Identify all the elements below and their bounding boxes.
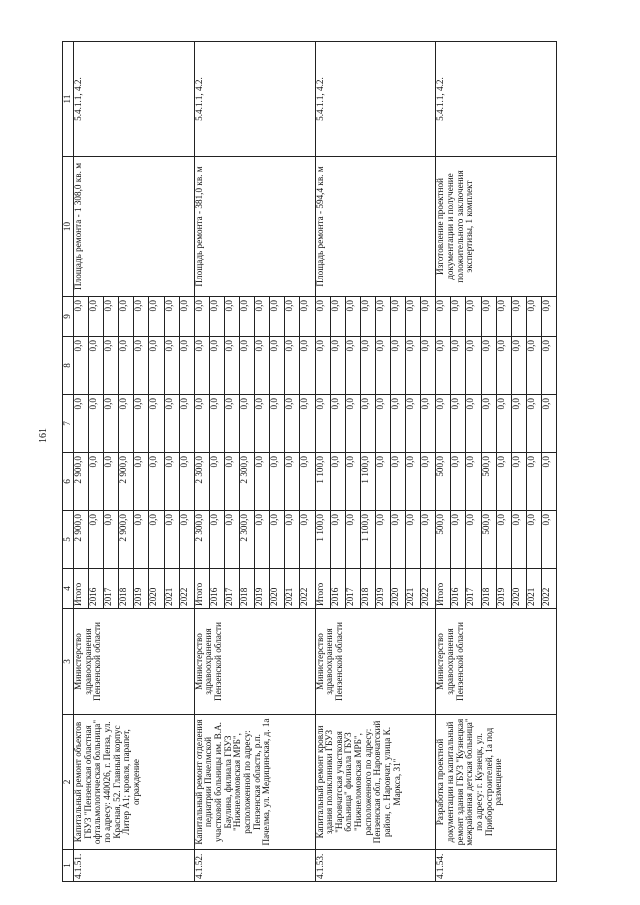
- value-cell: 0,0: [255, 511, 270, 569]
- value-cell: 0,0: [209, 511, 224, 569]
- value-cell: 0,0: [89, 395, 104, 453]
- value-cell: 0,0: [451, 511, 466, 569]
- value-cell: 0,0: [421, 395, 436, 453]
- value-cell: 0,0: [315, 337, 330, 395]
- value-cell: 0,0: [421, 453, 436, 511]
- value-cell: 0,0: [345, 297, 360, 337]
- value-cell: 0,0: [360, 297, 375, 337]
- measure-name: Капитальный ремонт объектов ГБУЗ "Пензенская областная офтальмологическая больница" по адресу: 440026, г. Пенза, ул. Красная, 52. Главный корпус Литер А1; кровля, парапет, ограждение: [74, 715, 195, 850]
- value-cell: 0,0: [255, 337, 270, 395]
- value-cell: 0,0: [511, 453, 526, 511]
- value-cell: 0,0: [240, 337, 255, 395]
- year-cell: 2021: [526, 569, 541, 609]
- value-cell: 0,0: [541, 395, 556, 453]
- value-cell: 1 100,0: [315, 453, 330, 511]
- year-cell: Итого: [194, 569, 209, 609]
- value-cell: 0,0: [406, 511, 421, 569]
- table-row: [74, 42, 89, 882]
- value-cell: 1 100,0: [360, 511, 375, 569]
- value-cell: 0,0: [285, 453, 300, 511]
- value-cell: 0,0: [255, 297, 270, 337]
- value-cell: 0,0: [330, 297, 345, 337]
- value-cell: 0,0: [511, 511, 526, 569]
- value-cell: 500,0: [481, 511, 496, 569]
- value-cell: 0,0: [285, 337, 300, 395]
- value-cell: 0,0: [541, 297, 556, 337]
- measure-name: Капитальный ремонт кровли здания поликлиники ГБУЗ "Наровчатская участковая больница" филиала ГБУЗ "Нижнеломовская МРБ", расположенного по адресу: Пензенская обл., Наровчатский район, с. Наровчат, улица К. Маркса, 31": [315, 715, 436, 850]
- value-cell: 0,0: [345, 395, 360, 453]
- value-cell: 0,0: [164, 511, 179, 569]
- value-cell: 0,0: [209, 453, 224, 511]
- value-cell: 0,0: [421, 511, 436, 569]
- value-cell: 0,0: [300, 511, 315, 569]
- value-cell: 0,0: [436, 297, 451, 337]
- value-cell: 2 900,0: [119, 453, 134, 511]
- responsible-executor: Министерство здравоохранения Пензенской области: [315, 609, 436, 715]
- year-cell: 2016: [209, 569, 224, 609]
- value-cell: 0,0: [149, 453, 164, 511]
- value-cell: 0,0: [134, 297, 149, 337]
- value-cell: 0,0: [89, 337, 104, 395]
- value-cell: 2 900,0: [74, 453, 89, 511]
- value-cell: 0,0: [224, 337, 239, 395]
- col-header: 5: [63, 511, 74, 569]
- value-cell: 0,0: [390, 453, 405, 511]
- responsible-executor: Министерство здравоохранения Пензенской области: [194, 609, 315, 715]
- value-cell: 0,0: [270, 337, 285, 395]
- value-cell: 0,0: [345, 337, 360, 395]
- value-cell: 0,0: [179, 453, 194, 511]
- value-cell: 0,0: [360, 337, 375, 395]
- value-cell: 0,0: [421, 297, 436, 337]
- value-cell: 0,0: [119, 337, 134, 395]
- value-cell: 0,0: [164, 453, 179, 511]
- value-cell: 0,0: [164, 337, 179, 395]
- col-header: 11: [63, 42, 74, 157]
- value-cell: 0,0: [134, 511, 149, 569]
- value-cell: 0,0: [224, 297, 239, 337]
- page-number: 161: [38, 428, 49, 443]
- value-cell: 0,0: [149, 511, 164, 569]
- value-cell: 0,0: [526, 511, 541, 569]
- row-id: 4.1.53.: [315, 850, 436, 882]
- value-cell: 0,0: [451, 453, 466, 511]
- value-cell: 0,0: [315, 297, 330, 337]
- expected-result: Площадь ремонта - 594,4 кв. м: [315, 157, 436, 297]
- value-cell: 0,0: [451, 395, 466, 453]
- value-cell: 2 300,0: [194, 511, 209, 569]
- value-cell: 0,0: [149, 337, 164, 395]
- col-header: 7: [63, 395, 74, 453]
- value-cell: 0,0: [511, 337, 526, 395]
- value-cell: 0,0: [300, 395, 315, 453]
- year-cell: 2017: [345, 569, 360, 609]
- value-cell: 0,0: [209, 337, 224, 395]
- year-cell: 2019: [496, 569, 511, 609]
- value-cell: 0,0: [164, 297, 179, 337]
- value-cell: 500,0: [481, 453, 496, 511]
- value-cell: 0,0: [421, 337, 436, 395]
- value-cell: 0,0: [119, 395, 134, 453]
- year-cell: 2018: [240, 569, 255, 609]
- value-cell: 0,0: [179, 337, 194, 395]
- value-cell: 0,0: [436, 395, 451, 453]
- year-cell: 2017: [466, 569, 481, 609]
- table-row: [436, 42, 451, 882]
- value-cell: 500,0: [436, 453, 451, 511]
- year-cell: 2021: [285, 569, 300, 609]
- value-cell: 0,0: [104, 453, 119, 511]
- value-cell: 0,0: [179, 511, 194, 569]
- value-cell: 500,0: [436, 511, 451, 569]
- row-id: 4.1.51.: [74, 850, 195, 882]
- value-cell: 0,0: [270, 453, 285, 511]
- header-row: [63, 42, 74, 882]
- rotated-table-container: [62, 42, 580, 882]
- program-table: [62, 41, 557, 882]
- value-cell: 0,0: [104, 297, 119, 337]
- value-cell: 0,0: [285, 511, 300, 569]
- year-cell: 2019: [134, 569, 149, 609]
- value-cell: 0,0: [406, 453, 421, 511]
- expected-result: Площадь ремонта - 381,0 кв. м: [194, 157, 315, 297]
- value-cell: 0,0: [104, 395, 119, 453]
- value-cell: 0,0: [240, 297, 255, 337]
- value-cell: 0,0: [390, 297, 405, 337]
- col-header: 6: [63, 453, 74, 511]
- value-cell: 2 900,0: [119, 511, 134, 569]
- value-cell: 0,0: [240, 395, 255, 453]
- value-cell: 0,0: [375, 337, 390, 395]
- year-cell: 2022: [300, 569, 315, 609]
- value-cell: 0,0: [134, 395, 149, 453]
- year-cell: 2018: [119, 569, 134, 609]
- value-cell: 0,0: [466, 297, 481, 337]
- value-cell: 0,0: [194, 297, 209, 337]
- indicator-ref: 5.4.1.1, 4.2.: [436, 42, 557, 157]
- year-cell: 2016: [330, 569, 345, 609]
- value-cell: 0,0: [541, 453, 556, 511]
- measure-name: Разработка проектной документации на капитальный ремонт здания ГБУЗ "Кузнецкая межрайонная детская больница" по адресу: г. Кузнецк, ул. Приборостроителей, 1а под размещение: [436, 715, 557, 850]
- value-cell: 0,0: [406, 337, 421, 395]
- indicator-ref: 5.4.1.1, 4.2.: [194, 42, 315, 157]
- year-cell: Итого: [74, 569, 89, 609]
- value-cell: 0,0: [526, 395, 541, 453]
- value-cell: 0,0: [390, 337, 405, 395]
- year-cell: Итого: [436, 569, 451, 609]
- value-cell: 0,0: [255, 395, 270, 453]
- col-header: 9: [63, 297, 74, 337]
- value-cell: 0,0: [74, 395, 89, 453]
- row-id: 4.1.54.: [436, 850, 557, 882]
- value-cell: 0,0: [74, 337, 89, 395]
- year-cell: 2022: [541, 569, 556, 609]
- value-cell: 0,0: [224, 511, 239, 569]
- value-cell: 0,0: [300, 297, 315, 337]
- value-cell: 0,0: [541, 511, 556, 569]
- value-cell: 0,0: [466, 395, 481, 453]
- value-cell: 0,0: [104, 511, 119, 569]
- value-cell: 0,0: [511, 395, 526, 453]
- value-cell: 0,0: [270, 395, 285, 453]
- value-cell: 0,0: [526, 297, 541, 337]
- value-cell: 0,0: [285, 297, 300, 337]
- year-cell: 2020: [511, 569, 526, 609]
- year-cell: 2016: [451, 569, 466, 609]
- value-cell: 0,0: [345, 453, 360, 511]
- row-id: 4.1.52.: [194, 850, 315, 882]
- value-cell: 0,0: [224, 453, 239, 511]
- col-header: 3: [63, 609, 74, 715]
- value-cell: 0,0: [270, 297, 285, 337]
- value-cell: 0,0: [330, 453, 345, 511]
- value-cell: 0,0: [541, 337, 556, 395]
- year-cell: 2019: [255, 569, 270, 609]
- value-cell: 0,0: [390, 395, 405, 453]
- col-header: 10: [63, 157, 74, 297]
- value-cell: 0,0: [164, 395, 179, 453]
- value-cell: 0,0: [451, 297, 466, 337]
- value-cell: 0,0: [224, 395, 239, 453]
- value-cell: 2 300,0: [240, 453, 255, 511]
- value-cell: 0,0: [149, 297, 164, 337]
- year-cell: 2018: [481, 569, 496, 609]
- value-cell: 0,0: [496, 297, 511, 337]
- year-cell: 2016: [89, 569, 104, 609]
- responsible-executor: Министерство здравоохранения Пензенской области: [436, 609, 557, 715]
- value-cell: 0,0: [89, 511, 104, 569]
- value-cell: 0,0: [481, 395, 496, 453]
- table-body: [74, 42, 557, 882]
- value-cell: 0,0: [179, 297, 194, 337]
- year-cell: 2019: [375, 569, 390, 609]
- year-cell: 2020: [390, 569, 405, 609]
- value-cell: 0,0: [104, 337, 119, 395]
- value-cell: 0,0: [315, 395, 330, 453]
- col-header: 4: [63, 569, 74, 609]
- year-cell: 2020: [149, 569, 164, 609]
- value-cell: 0,0: [375, 395, 390, 453]
- value-cell: 0,0: [406, 297, 421, 337]
- value-cell: 0,0: [451, 337, 466, 395]
- value-cell: 0,0: [194, 337, 209, 395]
- value-cell: 0,0: [496, 337, 511, 395]
- indicator-ref: 5.4.1.1, 4.2.: [74, 42, 195, 157]
- value-cell: 0,0: [285, 395, 300, 453]
- year-cell: 2022: [421, 569, 436, 609]
- value-cell: 0,0: [119, 297, 134, 337]
- value-cell: 0,0: [345, 511, 360, 569]
- table-row: [194, 42, 209, 882]
- expected-result: Площадь ремонта - 1 308,0 кв. м: [74, 157, 195, 297]
- value-cell: 0,0: [496, 395, 511, 453]
- indicator-ref: 5.4.1.1, 4.2.: [315, 42, 436, 157]
- value-cell: 2 300,0: [240, 511, 255, 569]
- value-cell: 0,0: [526, 453, 541, 511]
- value-cell: 0,0: [481, 297, 496, 337]
- table-row: [315, 42, 330, 882]
- value-cell: 0,0: [375, 453, 390, 511]
- year-cell: 2021: [406, 569, 421, 609]
- value-cell: 2 300,0: [194, 453, 209, 511]
- value-cell: 0,0: [149, 395, 164, 453]
- value-cell: 0,0: [375, 297, 390, 337]
- year-cell: 2022: [179, 569, 194, 609]
- value-cell: 0,0: [89, 453, 104, 511]
- value-cell: 0,0: [496, 511, 511, 569]
- expected-result: Изготовление проектной документации и получение положительного заключения экспертизы, 1 комплект: [436, 157, 557, 297]
- year-cell: 2018: [360, 569, 375, 609]
- value-cell: 0,0: [390, 511, 405, 569]
- value-cell: 0,0: [209, 297, 224, 337]
- value-cell: 0,0: [511, 297, 526, 337]
- value-cell: 0,0: [209, 395, 224, 453]
- value-cell: 0,0: [481, 337, 496, 395]
- value-cell: 0,0: [330, 337, 345, 395]
- value-cell: 0,0: [466, 511, 481, 569]
- value-cell: 0,0: [436, 337, 451, 395]
- value-cell: 0,0: [360, 395, 375, 453]
- value-cell: 0,0: [330, 395, 345, 453]
- value-cell: 0,0: [466, 337, 481, 395]
- value-cell: 0,0: [375, 511, 390, 569]
- value-cell: 2 900,0: [74, 511, 89, 569]
- value-cell: 0,0: [270, 511, 285, 569]
- value-cell: 0,0: [300, 337, 315, 395]
- value-cell: 0,0: [134, 453, 149, 511]
- value-cell: 0,0: [134, 337, 149, 395]
- responsible-executor: Министерство здравоохранения Пензенской области: [74, 609, 195, 715]
- value-cell: 0,0: [406, 395, 421, 453]
- value-cell: 0,0: [179, 395, 194, 453]
- value-cell: 0,0: [255, 453, 270, 511]
- year-cell: 2020: [270, 569, 285, 609]
- value-cell: 0,0: [466, 453, 481, 511]
- measure-name: Капитальный ремонт отделения педиатрии Пачелмской участковой больницы им. В.А. Баулина, филиала ГБУЗ "Нижнеломовская МРБ", расположенной по адресу: Пензенская область, р.п. Пачелма, ул. Медицинская, д. 1а: [194, 715, 315, 850]
- col-header: 1: [63, 850, 74, 882]
- value-cell: 0,0: [526, 337, 541, 395]
- year-cell: 2017: [104, 569, 119, 609]
- year-cell: 2021: [164, 569, 179, 609]
- value-cell: 0,0: [89, 297, 104, 337]
- year-cell: 2017: [224, 569, 239, 609]
- value-cell: 0,0: [330, 511, 345, 569]
- value-cell: 0,0: [74, 297, 89, 337]
- value-cell: 1 100,0: [360, 453, 375, 511]
- value-cell: 0,0: [496, 453, 511, 511]
- year-cell: Итого: [315, 569, 330, 609]
- value-cell: 0,0: [300, 453, 315, 511]
- value-cell: 0,0: [194, 395, 209, 453]
- col-header: 2: [63, 715, 74, 850]
- value-cell: 1 100,0: [315, 511, 330, 569]
- col-header: 8: [63, 337, 74, 395]
